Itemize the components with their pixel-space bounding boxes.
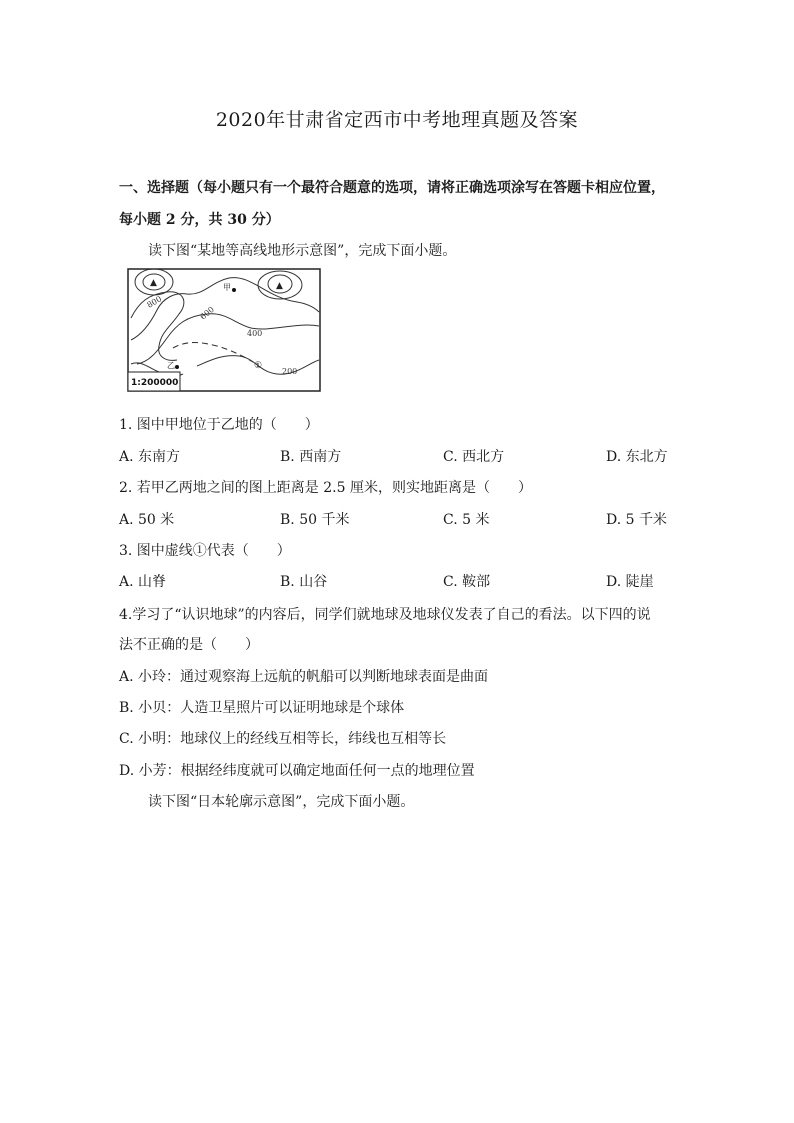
peak-left-symbol: ▲: [150, 278, 157, 288]
scale-text: 1:200000: [131, 378, 179, 388]
question-2-option-a: A. 50 米: [119, 512, 175, 528]
question-2-option-b: B. 50 千米: [280, 512, 350, 528]
contour-label-600: 600: [198, 304, 216, 322]
peak-right-symbol: ▲: [276, 281, 283, 291]
question-2-stem: 2. 若甲乙两地之间的图上距离是 2.5 厘米，则实地距离是（ ）: [119, 480, 532, 496]
question-3-stem: 3. 图中虚线①代表（ ）: [119, 543, 291, 559]
dashed-line-mark: ①: [254, 361, 263, 371]
question-1-option-c: C. 西北方: [443, 449, 505, 465]
page-title: 2020年甘肃省定西市中考地理真题及答案: [215, 109, 579, 131]
contour-label-200: 200: [282, 367, 298, 376]
question-4-option-c: C. 小明：地球仪上的经线互相等长，纬线也互相等长: [119, 731, 447, 747]
contour-label-800: 800: [145, 294, 164, 310]
question-4-stem-line2: 法不正确的是（ ）: [119, 637, 259, 653]
question-1-option-d: D. 东北方: [606, 449, 668, 465]
point-yi-dot: [175, 365, 179, 369]
point-yi-label: 乙: [167, 361, 175, 370]
question-2-option-c: C. 5 米: [443, 512, 490, 528]
point-jia-dot: [232, 288, 236, 292]
question-3-option-a: A. 山脊: [119, 574, 167, 590]
intro-contour-map: 读下图“某地等高线地形示意图”，完成下面小题。: [148, 243, 457, 259]
question-4-option-d: D. 小芳：根据经纬度就可以确定地面任何一点的地理位置: [119, 763, 475, 779]
question-3-option-d: D. 陡崖: [606, 574, 654, 590]
contour-label-400: 400: [247, 329, 263, 338]
question-4-stem-line1: 4.学习了“认识地球”的内容后，同学们就地球及地球仪发表了自己的看法。以下四的说: [119, 607, 651, 623]
question-1-stem: 1. 图中甲地位于乙地的（ ）: [119, 417, 319, 433]
question-3-option-c: C. 鞍部: [443, 574, 491, 590]
question-2-option-d: D. 5 千米: [606, 512, 667, 528]
section-heading-line1: 一、选择题（每小题只有一个最符合题意的选项，请将正确选项涂写在答题卡相应位置，: [119, 180, 665, 196]
point-jia-label: 甲: [223, 283, 231, 292]
question-3-option-b: B. 山谷: [280, 574, 328, 590]
contour-map-figure: [127, 268, 321, 392]
question-1-option-a: A. 东南方: [119, 449, 181, 465]
question-1-option-b: B. 西南方: [280, 449, 342, 465]
question-4-option-a: A. 小玲：通过观察海上远航的帆船可以判断地球表面是曲面: [119, 669, 489, 685]
intro-japan-map: 读下图“日本轮廓示意图”，完成下面小题。: [148, 794, 415, 810]
question-4-option-b: B. 小贝：人造卫星照片可以证明地球是个球体: [119, 700, 405, 716]
section-heading-line2: 每小题 2 分，共 30 分）: [119, 212, 280, 228]
